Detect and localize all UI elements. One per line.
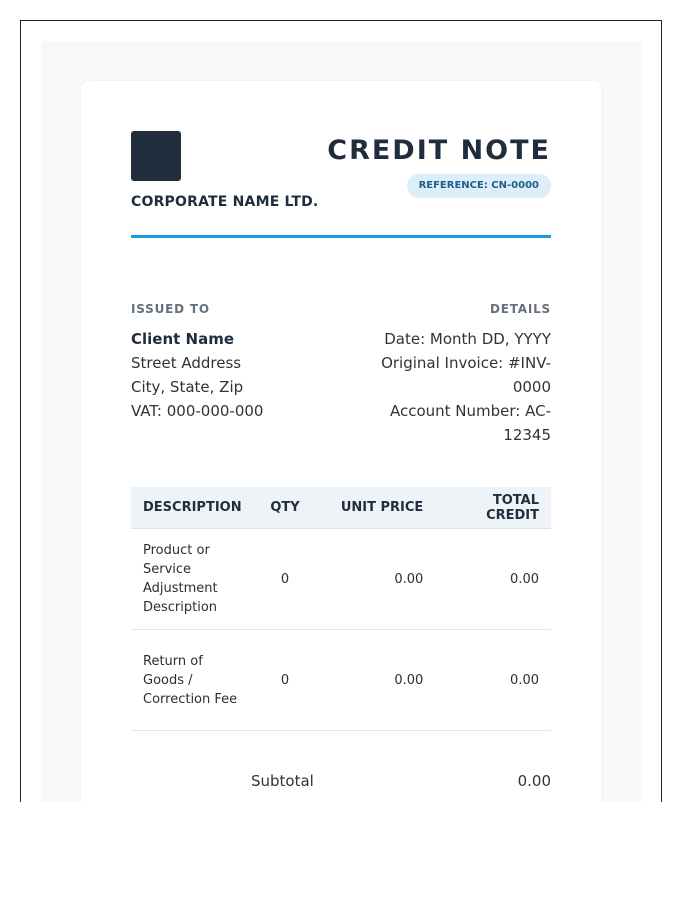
row-description: Product or Service Adjustment Description	[131, 529, 254, 630]
document-title: CREDIT NOTE	[327, 135, 551, 166]
details-date: Date: Month DD, YYYY	[384, 330, 551, 348]
row-qty: 0	[254, 529, 317, 630]
line-items-table	[131, 487, 551, 731]
table-header-row	[131, 487, 551, 529]
row-unit-price: 0.00	[317, 529, 436, 630]
column-header-total-credit: TOTAL CREDIT	[435, 487, 551, 529]
client-city: City, State, Zip	[131, 378, 244, 396]
column-header-unit-price: UNIT PRICE	[317, 487, 436, 529]
subtotal-value: 0.00	[517, 772, 551, 790]
details-block	[376, 327, 551, 447]
client-name: Client Name	[131, 330, 235, 348]
column-header-description: DESCRIPTION	[131, 487, 254, 529]
company-name: CORPORATE NAME LTD.	[131, 194, 319, 210]
issued-to-block	[131, 327, 331, 423]
client-street: Street Address	[131, 354, 242, 372]
details-account-number: Account Number: AC-12345	[389, 402, 551, 444]
subtotal-label: Subtotal	[251, 772, 314, 790]
row-total-credit: 0.00	[435, 630, 551, 731]
company-logo	[131, 131, 181, 181]
row-qty: 0	[254, 630, 317, 731]
header-divider	[131, 235, 551, 238]
row-description: Return of Goods / Correction Fee	[131, 630, 254, 731]
credit-note-card	[81, 81, 601, 802]
row-total-credit: 0.00	[435, 529, 551, 630]
client-vat: VAT: 000-000-000	[131, 402, 264, 420]
details-original-invoice: Original Invoice: #INV-0000	[381, 354, 551, 396]
table-row	[131, 630, 551, 731]
issued-to-label: ISSUED TO	[131, 302, 210, 316]
row-unit-price: 0.00	[317, 630, 436, 731]
page-background	[41, 41, 641, 802]
details-label: DETAILS	[489, 302, 551, 316]
document-frame	[20, 20, 662, 802]
reference-badge: REFERENCE: CN-0000	[407, 174, 551, 198]
table-row	[131, 529, 551, 630]
column-header-qty: QTY	[254, 487, 317, 529]
